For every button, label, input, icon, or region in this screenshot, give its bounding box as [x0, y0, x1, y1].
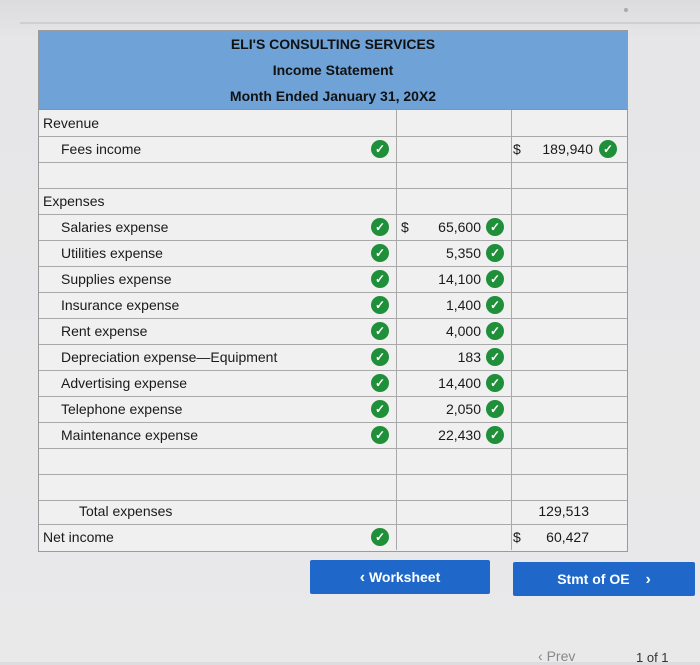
- stmt-of-oe-button[interactable]: Stmt of OE ›: [513, 562, 695, 596]
- revenue-header-row: [39, 110, 627, 137]
- check-icon: ✓: [371, 374, 389, 392]
- check-icon: ✓: [371, 218, 389, 236]
- statement-title: Income Statement: [39, 57, 627, 84]
- net-income-label[interactable]: Net income: [39, 524, 397, 550]
- expense-row: [39, 240, 627, 267]
- currency-symbol: $: [401, 219, 409, 235]
- fees-income-row: [39, 136, 627, 163]
- expense-label[interactable]: Utilities expense: [39, 240, 397, 266]
- currency-symbol: $: [513, 529, 521, 545]
- fees-income-label[interactable]: Fees income: [39, 136, 397, 162]
- expense-amount: 14,400: [438, 375, 481, 391]
- check-icon: ✓: [371, 296, 389, 314]
- income-statement-table: [38, 30, 628, 552]
- expense-row: [39, 370, 627, 397]
- expenses-label[interactable]: Expenses: [39, 188, 397, 214]
- fees-income-amount: 189,940: [542, 141, 593, 157]
- expense-row: [39, 266, 627, 293]
- check-icon: ✓: [371, 322, 389, 340]
- check-icon: ✓: [371, 348, 389, 366]
- check-icon: ✓: [486, 218, 504, 236]
- blank-row: [39, 474, 627, 501]
- blank-row: [39, 162, 627, 189]
- statement-period: Month Ended January 31, 20X2: [39, 83, 627, 110]
- expense-row: [39, 318, 627, 345]
- check-icon: ✓: [371, 400, 389, 418]
- check-icon: ✓: [371, 528, 389, 546]
- expense-label[interactable]: Maintenance expense: [39, 422, 397, 448]
- net-income-row: [39, 524, 627, 550]
- chevron-left-icon: ‹: [359, 569, 366, 586]
- total-expenses-amount: 129,513: [538, 503, 589, 519]
- check-icon: ✓: [486, 374, 504, 392]
- decorative-dot: [624, 8, 628, 12]
- check-icon: ✓: [371, 244, 389, 262]
- page-indicator: 1 of 1: [636, 650, 669, 665]
- expense-amount: 14,100: [438, 271, 481, 287]
- expense-amount: 65,600: [438, 219, 481, 235]
- chevron-right-icon: ›: [645, 571, 651, 588]
- expense-row: [39, 422, 627, 449]
- expense-label[interactable]: Salaries expense: [39, 214, 397, 240]
- expense-amount: 22,430: [438, 427, 481, 443]
- expense-label[interactable]: Depreciation expense—Equipment: [39, 344, 397, 370]
- expense-label[interactable]: Rent expense: [39, 318, 397, 344]
- check-icon: ✓: [599, 140, 617, 158]
- expense-amount: 183: [457, 349, 481, 365]
- expense-label[interactable]: Insurance expense: [39, 292, 397, 318]
- expense-row: [39, 396, 627, 423]
- expense-amount: 5,350: [445, 245, 481, 261]
- check-icon: ✓: [486, 426, 504, 444]
- expense-row: [39, 214, 627, 241]
- revenue-label[interactable]: Revenue: [39, 110, 397, 136]
- expenses-header-row: [39, 188, 627, 215]
- expense-row: [39, 292, 627, 319]
- check-icon: ✓: [371, 426, 389, 444]
- company-name: ELI'S CONSULTING SERVICES: [39, 31, 627, 58]
- expense-amount: 2,050: [445, 401, 481, 417]
- net-income-amount: 60,427: [546, 529, 589, 545]
- total-expenses-row: [39, 498, 627, 525]
- check-icon: ✓: [371, 140, 389, 158]
- top-divider: [20, 22, 700, 24]
- check-icon: ✓: [486, 244, 504, 262]
- check-icon: ✓: [486, 270, 504, 288]
- check-icon: ✓: [486, 296, 504, 314]
- expense-amount: 4,000: [445, 323, 481, 339]
- expense-amount: 1,400: [445, 297, 481, 313]
- prev-button[interactable]: ‹ Prev: [538, 648, 576, 664]
- check-icon: ✓: [486, 400, 504, 418]
- chevron-left-icon: ‹: [538, 648, 543, 664]
- check-icon: ✓: [486, 348, 504, 366]
- total-expenses-label: Total expenses: [39, 498, 397, 524]
- currency-symbol: $: [513, 141, 521, 157]
- worksheet-button[interactable]: ‹ Worksheet: [310, 560, 490, 594]
- expense-label[interactable]: Advertising expense: [39, 370, 397, 396]
- check-icon: ✓: [486, 322, 504, 340]
- expense-label[interactable]: Telephone expense: [39, 396, 397, 422]
- expense-row: [39, 344, 627, 371]
- blank-row: [39, 448, 627, 475]
- expense-label[interactable]: Supplies expense: [39, 266, 397, 292]
- check-icon: ✓: [371, 270, 389, 288]
